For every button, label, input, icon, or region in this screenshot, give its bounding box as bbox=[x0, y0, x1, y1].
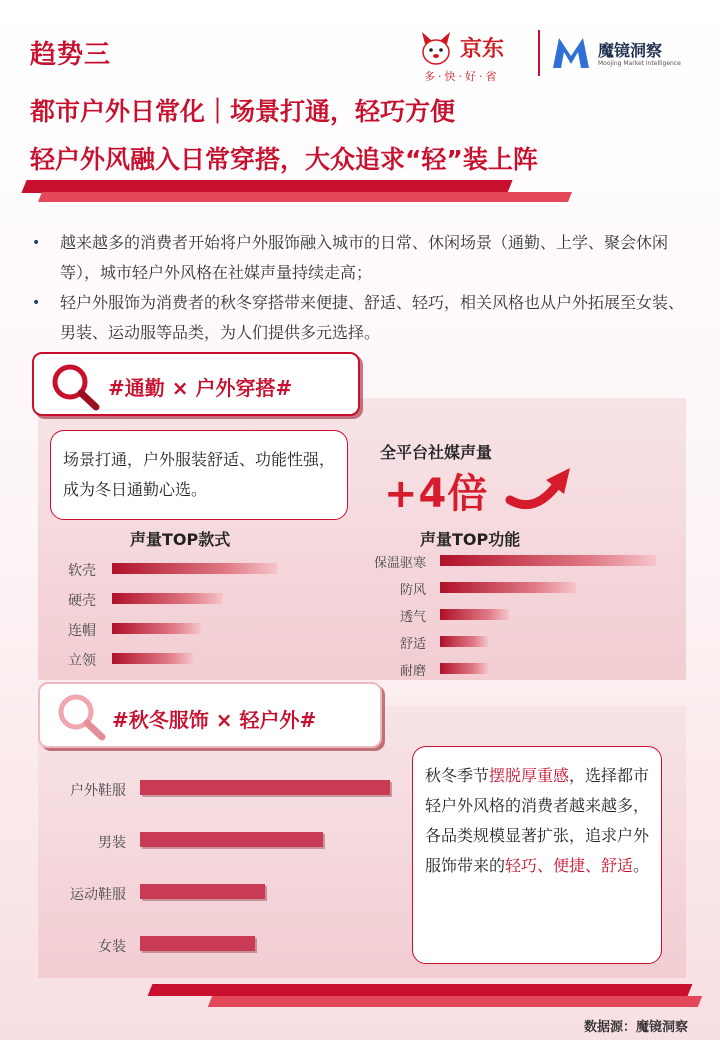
callout-highlight-2: 轻巧、便捷、舒适 bbox=[505, 856, 634, 875]
chart2-title: 声量TOP功能 bbox=[420, 530, 521, 549]
bar-label: 舒适 bbox=[399, 637, 426, 652]
bar bbox=[140, 832, 323, 847]
section1-callout bbox=[50, 430, 348, 520]
footer-stripe-dark bbox=[208, 996, 702, 1007]
bar-label: 耐磨 bbox=[399, 664, 426, 679]
bullet-1-text: 越来越多的消费者开始将户外服饰融入城市的日常、休闲场景（通勤、上学、聚会休闲等），城市轻户外风格在社媒声量持续走高； bbox=[60, 233, 669, 282]
jd-brand-name: 京东 bbox=[460, 37, 505, 62]
section2-tag-box bbox=[38, 682, 382, 748]
section1-tag-text: #通勤 × 户外穿搭# bbox=[108, 376, 293, 400]
bar bbox=[112, 563, 277, 574]
trend-up-arrow-icon bbox=[504, 460, 578, 514]
bar bbox=[112, 653, 193, 664]
section2-tag-text: #秋冬服饰 × 轻户外# bbox=[112, 708, 317, 732]
bar-label: 软壳 bbox=[68, 563, 96, 579]
jd-slogan: 多·快·好·省 bbox=[424, 70, 500, 83]
bar bbox=[440, 636, 488, 647]
jd-logo bbox=[416, 26, 536, 84]
bar-label: 透气 bbox=[399, 610, 426, 625]
bar bbox=[440, 609, 509, 620]
bar bbox=[440, 582, 576, 593]
moojing-subtitle: Moojing Market Intelligence bbox=[598, 60, 681, 67]
search-icon bbox=[48, 360, 104, 412]
moojing-m-icon bbox=[550, 34, 592, 70]
jd-dog-mascot-icon bbox=[416, 28, 456, 68]
bullet-2-text: 轻户外服饰为消费者的秋冬穿搭带来便捷、舒适、轻巧，相关风格也从户外拓展至女装、男装、运动服等品类，为人们提供多元选择。 bbox=[60, 293, 685, 342]
bar-label: 防风 bbox=[399, 583, 426, 598]
callout-text-mid: ，选择都市轻户外风格的消费者越来越多，各品类规模显著扩张，追求户外服饰带来的 bbox=[425, 766, 650, 875]
chart1-title: 声量TOP款式 bbox=[130, 530, 231, 549]
stat-title: 全平台社媒声量 bbox=[380, 443, 493, 462]
headline-line-2: 轻户外风融入日常穿搭，大众追求“轻”装上阵 bbox=[30, 145, 538, 174]
search-icon bbox=[54, 690, 110, 742]
bar-label: 运动鞋服 bbox=[70, 887, 126, 903]
moojing-logo bbox=[550, 30, 690, 78]
stat-value: +4倍 bbox=[384, 471, 489, 517]
bar-label: 男装 bbox=[98, 835, 126, 851]
bar bbox=[440, 555, 656, 566]
moojing-brand-name: 魔镜洞察 bbox=[598, 41, 663, 60]
bar bbox=[112, 623, 201, 634]
bar-label: 连帽 bbox=[68, 623, 96, 639]
callout-text-end: 。 bbox=[633, 856, 650, 875]
bar bbox=[140, 884, 265, 899]
bar-label: 立领 bbox=[68, 653, 96, 669]
bullet-dot-icon: • bbox=[32, 235, 41, 251]
bar-label: 硬壳 bbox=[68, 593, 96, 609]
bar bbox=[440, 663, 488, 674]
bar-label: 保温驱寒 bbox=[373, 556, 426, 571]
trend-label: 趋势三 bbox=[30, 40, 112, 70]
section1-tag-box bbox=[32, 352, 360, 416]
bar-label: 户外鞋服 bbox=[70, 783, 126, 799]
section1-callout-text: 场景打通，户外服装舒适、功能性强，成为冬日通勤心选。 bbox=[63, 450, 336, 499]
data-source: 数据源：魔镜洞察 bbox=[583, 1020, 688, 1035]
bar bbox=[140, 936, 255, 951]
section2-callout bbox=[412, 746, 662, 964]
bullet-dot-icon: • bbox=[32, 295, 41, 311]
footer-stripe-light bbox=[148, 984, 693, 996]
bullet-2 bbox=[32, 288, 692, 348]
logo-divider bbox=[538, 30, 540, 76]
bar bbox=[112, 593, 223, 604]
header-stripe-light bbox=[38, 192, 572, 202]
headline-line-1: 都市户外日常化｜场景打通，轻巧方便 bbox=[30, 97, 456, 126]
bar bbox=[140, 780, 390, 795]
bullet-1 bbox=[32, 228, 692, 288]
bar-label: 女装 bbox=[98, 939, 126, 955]
callout-highlight-1: 摆脱厚重感 bbox=[489, 766, 570, 785]
callout-text-pre: 秋冬季节 bbox=[425, 766, 490, 785]
